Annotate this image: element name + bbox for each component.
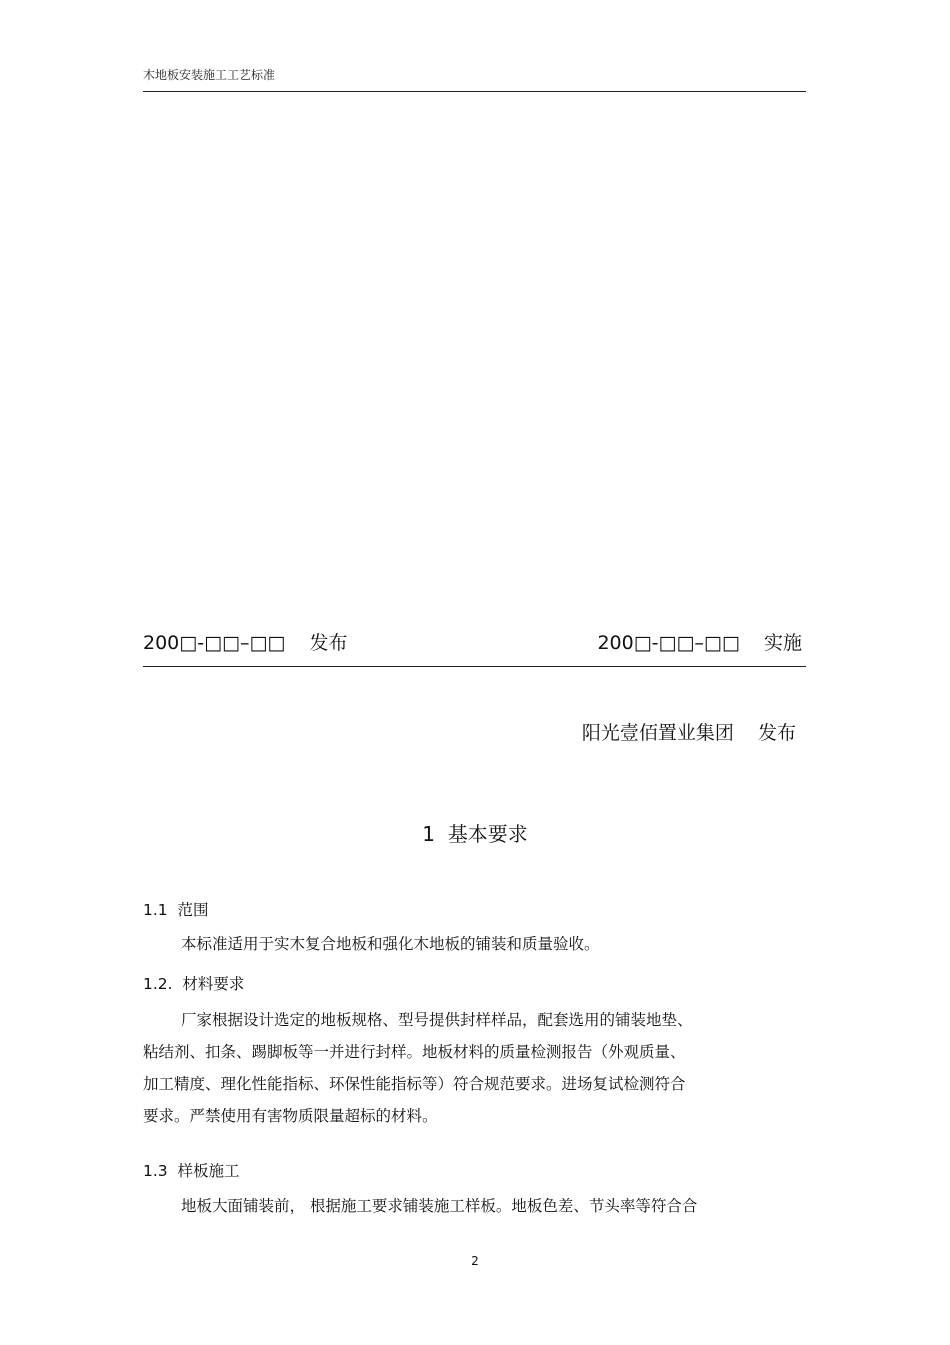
paragraph-line: 地板大面铺装前， 根据施工要求铺装施工样板。地板色差、节头率等符合合 bbox=[181, 1197, 698, 1215]
section-body-scope bbox=[143, 928, 783, 960]
date-divider bbox=[143, 666, 806, 667]
section-heading-sample: 1.3 样板施工 bbox=[143, 1162, 240, 1180]
page-number: 2 bbox=[471, 1254, 479, 1268]
paragraph-line: 粘结剂、扣条、踢脚板等一并进行封样。地板材料的质量检测报告（外观质量、 bbox=[143, 1043, 686, 1061]
paragraph-line: 本标准适用于实木复合地板和强化木地板的铺装和质量验收。 bbox=[181, 935, 600, 953]
paragraph-line: 要求。严禁使用有害物质限量超标的材料。 bbox=[143, 1107, 438, 1125]
running-header: 木地板安装施工工艺标准 bbox=[143, 68, 276, 82]
header-divider bbox=[143, 91, 806, 92]
section-heading-materials: 1.2. 材料要求 bbox=[143, 975, 245, 993]
publish-date: 200□-□□–□□ 发布 bbox=[143, 632, 348, 654]
section-body-sample bbox=[143, 1190, 783, 1222]
implement-date: 200□-□□–□□ 实施 bbox=[597, 632, 802, 654]
chapter-title: 1 基本要求 bbox=[422, 822, 528, 846]
section-body-materials bbox=[143, 1004, 783, 1132]
paragraph-line: 厂家根据设计选定的地板规格、型号提供封样样品，配套选用的铺装地垫、 bbox=[181, 1011, 693, 1029]
section-heading-scope: 1.1 范围 bbox=[143, 901, 209, 919]
publisher-line: 阳光壹佰置业集团 发布 bbox=[581, 722, 796, 744]
paragraph-line: 加工精度、理化性能指标、环保性能指标等）符合规范要求。进场复试检测符合 bbox=[143, 1075, 686, 1093]
